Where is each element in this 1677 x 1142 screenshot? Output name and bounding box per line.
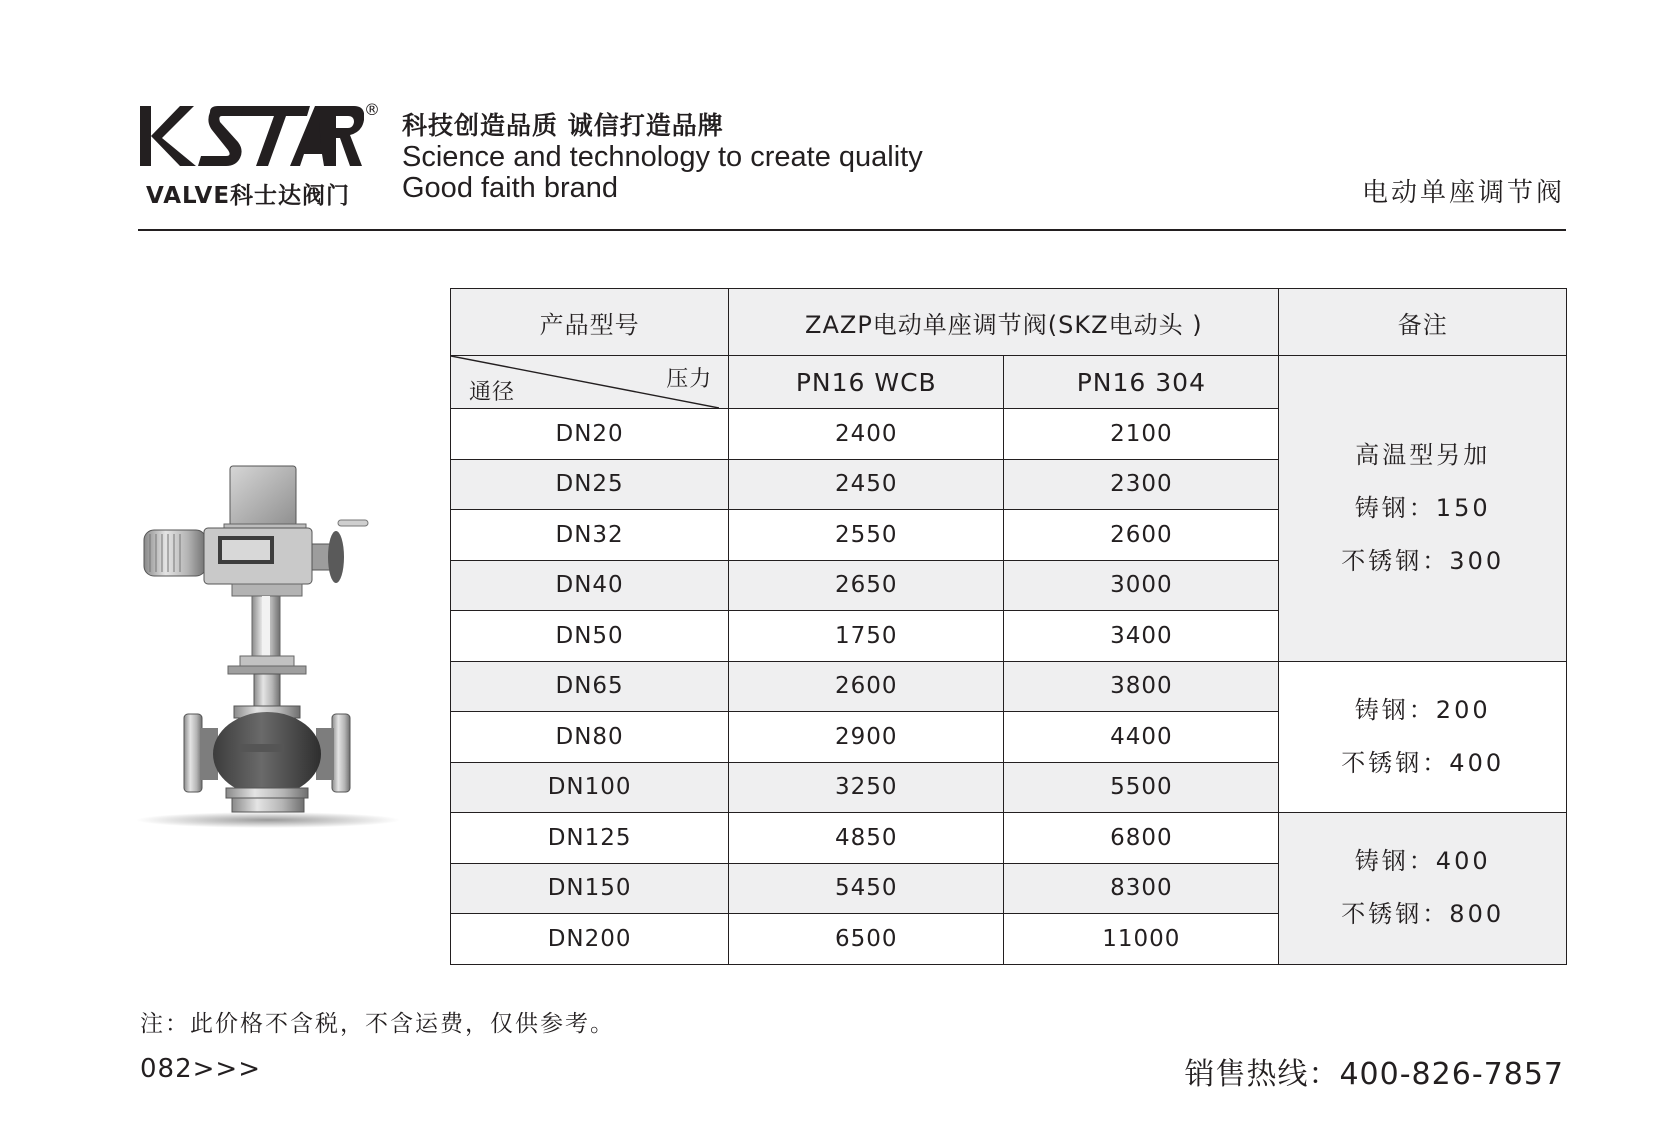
- sales-hotline: 销售热线：400-826-7857: [1184, 1057, 1564, 1092]
- brand-subtitle: VALVE科士达阀门: [146, 183, 351, 209]
- remark-line: 铸钢：150: [1354, 493, 1491, 522]
- price-304-cell: 4400: [1004, 712, 1279, 763]
- slogan-chinese: 科技创造品质 诚信打造品牌: [402, 111, 724, 140]
- price-304-cell: 6800: [1004, 813, 1279, 864]
- diameter-cell: DN40: [451, 560, 729, 611]
- brand-logo: [140, 98, 380, 208]
- price-wcb-cell: 2600: [729, 661, 1004, 712]
- diagonal-header-cell: [451, 356, 729, 409]
- price-wcb-cell: 2900: [729, 712, 1004, 763]
- remark-label-cell: 备注: [1279, 289, 1567, 356]
- product-name-cell: ZAZP电动单座调节阀(SKZ电动头 ): [729, 289, 1279, 356]
- page-category-title: 电动单座调节阀: [1361, 178, 1565, 208]
- remark-line: 铸钢：400: [1354, 847, 1491, 876]
- diameter-cell: DN125: [451, 813, 729, 864]
- price-wcb-cell: 2650: [729, 560, 1004, 611]
- remark-cell-2: [1279, 661, 1567, 813]
- header-divider: [138, 229, 1566, 231]
- price-wcb-cell: 3250: [729, 762, 1004, 813]
- diameter-label: 通径: [469, 380, 516, 405]
- price-wcb-cell: 2550: [729, 510, 1004, 561]
- price-wcb-cell: 4850: [729, 813, 1004, 864]
- diameter-cell: DN80: [451, 712, 729, 763]
- price-wcb-cell: 5450: [729, 863, 1004, 914]
- price-table: [450, 288, 1567, 965]
- price-304-cell: 8300: [1004, 863, 1279, 914]
- price-304-cell: 3400: [1004, 611, 1279, 662]
- price-304-cell: 3800: [1004, 661, 1279, 712]
- remark-cell-1: [1279, 356, 1567, 662]
- price-304-cell: 2300: [1004, 459, 1279, 510]
- model-label-cell: 产品型号: [451, 289, 729, 356]
- diameter-cell: DN25: [451, 459, 729, 510]
- diameter-cell: DN200: [451, 914, 729, 965]
- column-header-wcb: PN16 WCB: [729, 356, 1004, 409]
- price-304-cell: 3000: [1004, 560, 1279, 611]
- table-row: [451, 661, 1567, 712]
- price-wcb-cell: 2450: [729, 459, 1004, 510]
- remark-line: 高温型另加: [1355, 440, 1491, 469]
- slogan-english-line-1: Science and technology to create quality: [402, 141, 923, 173]
- table-row: [451, 813, 1567, 864]
- control-valve-product-image: [128, 462, 408, 854]
- slogan: [402, 110, 923, 204]
- price-wcb-cell: 2400: [729, 409, 1004, 460]
- price-wcb-cell: 6500: [729, 914, 1004, 965]
- slogan-english-line-2: Good faith brand: [402, 172, 619, 204]
- price-304-cell: 11000: [1004, 914, 1279, 965]
- diameter-cell: DN32: [451, 510, 729, 561]
- remark-line: 不锈钢：400: [1341, 748, 1505, 777]
- remark-line: 铸钢：200: [1354, 695, 1491, 724]
- registered-mark: ®: [364, 100, 380, 119]
- remark-line: 不锈钢：800: [1341, 900, 1505, 929]
- price-304-cell: 5500: [1004, 762, 1279, 813]
- remark-cell-3: [1279, 813, 1567, 965]
- diameter-cell: DN50: [451, 611, 729, 662]
- diameter-cell: DN65: [451, 661, 729, 712]
- pressure-label: 压力: [666, 367, 713, 392]
- price-footnote: 注：此价格不含税，不含运费，仅供参考。: [140, 1011, 615, 1037]
- diameter-cell: DN20: [451, 409, 729, 460]
- column-header-304: PN16 304: [1004, 356, 1279, 409]
- table-header-row: [451, 289, 1567, 356]
- diameter-cell: DN150: [451, 863, 729, 914]
- kstar-logo-icon: [140, 98, 364, 174]
- page-number: 082>>>: [140, 1054, 261, 1084]
- table-subheader-row: [451, 356, 1567, 409]
- price-304-cell: 2600: [1004, 510, 1279, 561]
- price-wcb-cell: 1750: [729, 611, 1004, 662]
- remark-line: 不锈钢：300: [1341, 546, 1505, 575]
- price-304-cell: 2100: [1004, 409, 1279, 460]
- diameter-cell: DN100: [451, 762, 729, 813]
